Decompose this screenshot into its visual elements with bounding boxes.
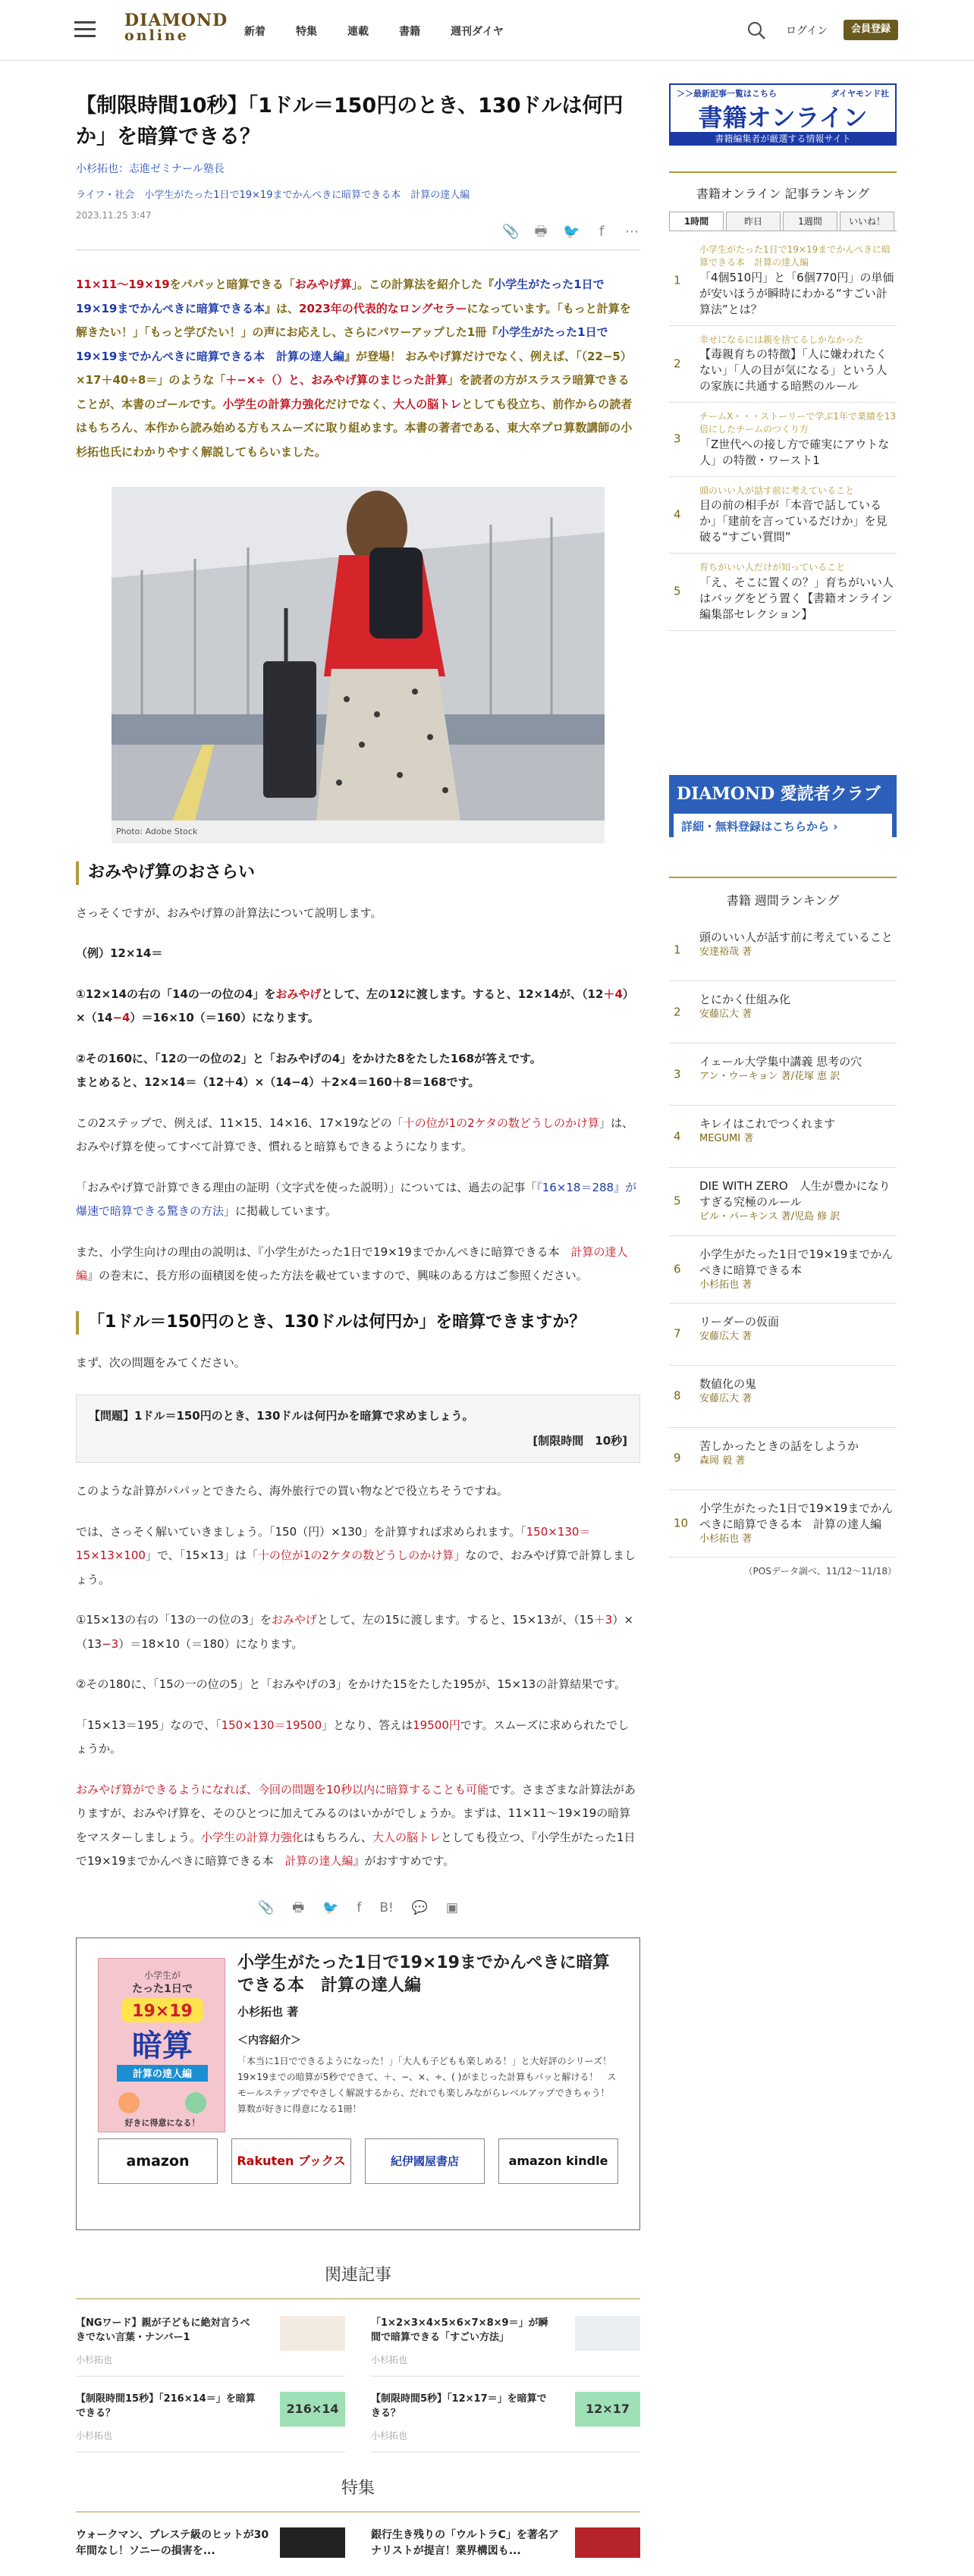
weekly-author: アン・ウーキョン 著/花塚 恵 訳	[699, 1071, 840, 1083]
cover-text: 小学生が	[143, 1970, 181, 1981]
tab-1week[interactable]: 1週間	[783, 212, 837, 231]
weekly-author: 安達裕哉 著	[699, 946, 752, 959]
text: ＋4	[603, 987, 623, 1001]
rank-number: 8	[674, 1388, 681, 1403]
rank-number: 3	[674, 431, 681, 446]
section-heading: 「1ドル＝150円のとき、130ドルは何円か」を暗算できますか？	[76, 1311, 640, 1335]
sidebar	[669, 61, 897, 1580]
paragraph	[76, 1520, 640, 1592]
text: ①12×14の右の「14の一の位の4」を	[76, 987, 276, 1001]
weekly-item[interactable]	[669, 919, 897, 981]
weekly-item[interactable]	[669, 1043, 897, 1106]
banner2-title: DIAMOND 愛読者クラブ	[677, 783, 881, 804]
feature-thumb[interactable]	[575, 2527, 640, 2558]
lead-book-link[interactable]: 小学生がたった1日で19×19までかんぺきに暗算できる本	[76, 278, 605, 315]
weekly-author: 小杉拓也 著	[699, 1533, 752, 1545]
lead-span: 」を読者の方がスラスラ暗算できることが、本書のゴールです。	[76, 373, 630, 411]
text: ①15×13の右の「13の一の位の3」を	[76, 1613, 272, 1627]
related-author: 小杉拓也	[371, 2354, 408, 2365]
related-author: 小杉拓也	[76, 2354, 113, 2365]
feature-grid	[76, 2527, 640, 2558]
weekly-author: 安藤広大 著	[699, 1009, 752, 1021]
weekly-title[interactable]: 頭のいい人が話す前に考えていること	[699, 930, 894, 945]
text: −4	[112, 1011, 130, 1025]
rank-number: 4	[674, 507, 681, 522]
text: としても役立つ、『小学生がたった1日で19×19までかんぺきに暗算できる本	[76, 1830, 636, 1868]
paragraph	[76, 1714, 640, 1762]
lead-span: 』が登場！ おみやげ算だけでなく、例えば、「（22−5）×17＋40÷8＝」のような「	[76, 349, 632, 387]
more-icon[interactable]: ⋯	[625, 224, 639, 240]
cover-text: 19×19	[132, 2002, 193, 2022]
article-photo	[112, 487, 605, 843]
rank-number: 7	[674, 1326, 681, 1341]
text: 十の位が1の2ケタの数どうしのかけ算	[403, 1115, 599, 1130]
clip-icon[interactable]: 📎	[502, 224, 520, 240]
text: おみやげ算ができるようになれば、今回の問題を10秒以内に暗算することも可能	[76, 1782, 489, 1796]
text: 』の巻末に、長方形の面積図を使った方法を載せていますので、興味のある方はご参照ください。	[87, 1269, 588, 1283]
photo-illustration	[112, 487, 605, 843]
lead-span: 2023年の代表的なロングセラー	[299, 301, 467, 315]
book-intro-heading: ＜内容紹介＞	[237, 2034, 301, 2047]
books-online-banner[interactable]	[669, 83, 897, 146]
weekly-title[interactable]: とにかく仕組み化	[699, 993, 791, 1007]
lead-span: 』は、	[265, 301, 300, 315]
article-author[interactable]: 小杉拓也：志進ゼミナール塾長	[76, 163, 225, 175]
text: です。さまざまな計算法がありますが、おみやげ算を、そのひとつに加えてみるのはいかがでしょうか。まずは、11×11～19×19の暗算をマスターしましょう。	[76, 1782, 636, 1844]
related-title[interactable]: 【制限時間5秒】「12×17＝」を暗算できる？	[371, 2392, 547, 2420]
text: ）＝18×10（＝180）になります。	[118, 1636, 303, 1651]
text: として、左の12に渡します。すると、12×14が、（12	[321, 987, 604, 1001]
feature-thumb[interactable]	[280, 2527, 345, 2558]
related-thumb[interactable]	[280, 2316, 345, 2351]
nav-books[interactable]: 書籍	[399, 26, 420, 38]
ranking-item[interactable]	[669, 554, 897, 630]
text: として、左の15に渡します。すると、15×13が、（15	[316, 1613, 594, 1627]
weekly-ranking-list	[669, 919, 897, 1558]
feature-title[interactable]: 銀行生き残りの「ウルトラC」を著名アナリストが提言！業界構図も...	[371, 2528, 559, 2557]
weekly-title[interactable]: リーダーの仮面	[699, 1314, 780, 1329]
paragraph: まず、次の問題をみてください。	[76, 1355, 246, 1370]
past-article-link[interactable]: 『16×18＝288』が爆速で暗算できる驚きの方法	[76, 1180, 637, 1219]
book-intro: 「本当に1日でできるようになった！」「大人も子どもも楽しめる！」と大好評のシリーズ！ 19×19までの暗算が5秒でできて、＋、−、×、÷、( )がまじった計算もパッと解ける！ スモールステップでやさしく解説するから、だれでも楽しみながらレベルアップできちゃう！ 算数が好きに得意になる1冊！	[237, 2055, 621, 2114]
article-date: 2023.11.25 3:47	[76, 209, 152, 221]
weekly-item[interactable]	[669, 981, 897, 1043]
lead-span: になっています。「もっと計算を解きたい！」「もっと学びたい！」の声にお応えし、さらにパワーアップした1冊『	[76, 301, 631, 340]
text: 「15×13＝195」なので、「	[76, 1718, 222, 1732]
ranking-item[interactable]	[669, 236, 897, 326]
related-title[interactable]: 「1×2×3×4×5×6×7×8×9＝」が瞬間で暗算できる「すごい方法」	[371, 2317, 548, 2344]
paragraph	[76, 1778, 640, 1874]
rank-title[interactable]: 「え、そこに置くの？」育ちがいい人はバッグをどう置く【書籍オンライン編集部セレクション】	[699, 575, 894, 621]
lead-book-link[interactable]: 小学生がたった1日で19×19までかんぺきに暗算できる本 計算の達人編	[76, 325, 608, 363]
text: 150×130＝15×13×100	[76, 1524, 591, 1563]
related-grid	[76, 2316, 640, 2452]
ranking-item[interactable]	[669, 403, 897, 477]
twitter-icon[interactable]: 🐦	[322, 1900, 339, 1916]
lead-span: だけでなく、	[325, 397, 394, 411]
print-icon[interactable]: 🖶	[534, 224, 548, 240]
text: また、小学生向けの理由の説明は、『小学生がたった1日で19×19までかんぺきに暗算できる本	[76, 1244, 571, 1259]
book-box	[76, 1937, 640, 2230]
hatena-icon[interactable]: B!	[379, 1900, 394, 1916]
weekly-author: 小杉拓也 著	[699, 1279, 752, 1291]
weekly-title[interactable]: DIE WITH ZERO 人生が豊かになりすぎる究極のルール	[699, 1179, 891, 1210]
weekly-author: 安藤広大 著	[699, 1330, 752, 1342]
paragraph-step2	[76, 1047, 640, 1095]
cover-text: たった1日で	[132, 1983, 193, 1996]
ranking-list	[669, 236, 897, 631]
photo-credit: Photo: Adobe Stock	[112, 820, 605, 843]
ranking-item[interactable]	[669, 326, 897, 403]
logo-line2: online	[124, 27, 189, 44]
ranking-item[interactable]	[669, 477, 897, 554]
text: ＋3	[593, 1613, 613, 1627]
site-logo[interactable]	[124, 12, 228, 43]
rank-kicker: 幸せになるには親を捨てるしかなかった	[699, 334, 864, 345]
related-title[interactable]: 【制限時間15秒】「216×14＝」を暗算できる？	[76, 2392, 256, 2420]
banner-top	[671, 85, 895, 103]
article-title: 【制限時間10秒】「1ドル＝150円のとき、130ドルは何円か」を暗算できる？	[76, 94, 624, 149]
text: 」で、「15×13」は「	[145, 1548, 258, 1563]
weekly-item[interactable]	[669, 1168, 897, 1235]
rank-number: 3	[674, 1067, 681, 1081]
lead-span: 」。この計算法を紹介した『	[351, 278, 495, 292]
rank-number: 5	[674, 1194, 681, 1208]
text: ）×（14	[76, 987, 634, 1025]
weekly-author: 森岡 毅 著	[699, 1454, 746, 1467]
nav-new[interactable]: 新着	[244, 26, 265, 38]
text: この2ステップで、例えば、11×15、14×16、17×19などの「	[76, 1115, 404, 1130]
tab-yesterday[interactable]: 昨日	[726, 212, 781, 231]
rank-title[interactable]: 「Z世代への接し方で確実にアウトな人」の特徴・ワースト1	[699, 437, 890, 467]
rank-title[interactable]: 【毒親育ちの特徴】「人に嫌われたくない」「人の目が気になる」という人の家族に共通する暗黙のルール	[699, 347, 888, 393]
buy-kindle-button[interactable]: amazon kindle	[498, 2138, 618, 2184]
feature-item[interactable]	[76, 2527, 345, 2558]
twitter-icon[interactable]: 🐦	[563, 224, 580, 240]
related-title[interactable]: 【NGワード】親が子どもに絶対言うべきでない言葉・ナンバー1	[76, 2317, 250, 2344]
rank-title[interactable]: 目の前の相手が「本音で話しているか」「建前を言っているだけか」を見破る“すごい質問”	[699, 498, 888, 544]
share-toolbar	[76, 221, 640, 243]
problem-box	[76, 1395, 640, 1463]
related-item[interactable]	[76, 2316, 345, 2377]
text: 「おみやげ算で計算できる理由の証明（文字式を使った説明）」については、過去の記事「	[76, 1180, 537, 1194]
clip-icon[interactable]: 📎	[257, 1900, 275, 1916]
text: 」に掲載しています。	[224, 1204, 337, 1219]
text: おみやげ	[271, 1613, 317, 1627]
problem-text: 【問題】1ドル＝150円のとき、130ドルは何円かを暗算で求めましょう。	[89, 1409, 474, 1423]
related-item[interactable]	[76, 2392, 345, 2452]
main-nav	[244, 23, 504, 42]
feature-title[interactable]: ウォークマン、プレステ級のヒットが30年間なし！ソニーの損害を...	[76, 2528, 269, 2557]
buy-kinokuniya-button[interactable]: 紀伊國屋書店	[365, 2138, 485, 2184]
rank-number: 2	[674, 1005, 681, 1019]
nav-series[interactable]: 連載	[347, 26, 369, 38]
lead-span: 小学生の計算力強化	[222, 397, 325, 411]
text: 計算の達人編	[76, 1244, 628, 1283]
rank-kicker: 育ちがいい人だけが知っていること	[699, 562, 846, 573]
share-toolbar-bottom	[76, 1897, 640, 1920]
book-cover[interactable]	[98, 1958, 225, 2132]
tab-1hour[interactable]: 1時間	[669, 212, 724, 231]
nav-feature[interactable]: 特集	[296, 26, 317, 38]
rank-number: 2	[674, 356, 681, 371]
weekly-title[interactable]: キレイはこれでつくれます	[699, 1117, 836, 1131]
rank-number: 10	[674, 1516, 689, 1530]
register-button[interactable]: 会員登録	[844, 20, 898, 40]
text: まとめると、12×14＝（12＋4）×（14−4）＋2×4＝160＋8＝168です。	[76, 1075, 480, 1090]
buy-buttons	[98, 2138, 618, 2184]
divider	[76, 249, 640, 250]
weekly-item[interactable]	[669, 1304, 897, 1366]
text: 」は、おみやげ算を使ってすべて計算でき、慣れると暗算もできるようになります。	[76, 1115, 633, 1154]
facebook-icon[interactable]: f	[599, 224, 605, 240]
rank-number: 9	[674, 1451, 681, 1465]
tab-likes[interactable]: いいね！	[840, 212, 894, 231]
rank-number: 5	[674, 584, 681, 598]
paragraph	[76, 1176, 640, 1224]
text: 計算の達人編	[284, 1854, 353, 1868]
text: 150×130＝19500	[221, 1718, 322, 1732]
feature-heading: 特集	[341, 2478, 375, 2498]
text: はもちろん、	[303, 1830, 372, 1844]
weekly-author: 安藤広大 著	[699, 1392, 752, 1404]
rank-title[interactable]: 「4個510円」と「6個770円」の単価が安いほうが瞬時にわかる“すごい計算法”とは？	[699, 270, 894, 316]
weekly-title[interactable]: 苦しかったときの話をしようか	[699, 1439, 859, 1453]
rank-number: 6	[674, 1262, 681, 1276]
paragraph	[76, 1112, 640, 1159]
paragraph	[76, 1608, 640, 1656]
text: 小学生の計算力強化	[201, 1830, 304, 1844]
weekly-title[interactable]: 小学生がたった1日で19×19までかんぺきに暗算できる本 計算の達人編	[699, 1501, 894, 1531]
text: です。スムーズに求められたでしょうか。	[76, 1718, 630, 1756]
cover-text: 計算の達人編	[132, 2069, 193, 2081]
weekly-title[interactable]: 小学生がたった1日で19×19までかんぺきに暗算できる本	[699, 1247, 894, 1277]
text: 」となり、答えは	[322, 1718, 413, 1732]
lead-span: としても役立ち、前作からの読者はもちろん、本作から読み始める方もスムーズに取り組めます。本書の著者である、東大卒プロ算数講師の小杉拓也氏にわかりやすく解説してもらいました。	[76, 397, 633, 459]
paragraph: このような計算がパパッとできたら、海外旅行での買い物などで役立ちそうですね。	[76, 1484, 509, 1498]
divider	[76, 2298, 640, 2299]
weekly-item[interactable]	[669, 1366, 897, 1428]
paragraph: さっそくですが、おみやげ算の計算法について説明します。	[76, 905, 382, 920]
paragraph	[76, 1241, 640, 1288]
login-link[interactable]: ログイン	[786, 25, 828, 37]
rank-kicker: 頭のいい人が話す前に考えていること	[699, 485, 855, 496]
feature-item[interactable]	[371, 2527, 640, 2558]
text: 大人の脳トレ	[372, 1830, 441, 1844]
lead-span: 11×11～19×19	[76, 278, 170, 292]
rank-kicker: 小学生がたった1日で19×19までかんぺきに暗算できる本 計算の達人編	[699, 243, 891, 268]
related-author: 小杉拓也	[371, 2430, 408, 2441]
readers-club-banner[interactable]	[669, 775, 897, 837]
paragraph-step1	[76, 983, 640, 1031]
menu-icon[interactable]	[74, 21, 96, 38]
lead-span: おみやげ算	[294, 278, 352, 292]
weekly-note: （POSデータ調べ、11/12〜11/18）	[743, 1565, 897, 1577]
related-heading: 関連記事	[324, 2266, 391, 2286]
weekly-ranking-heading: 書籍 週間ランキング	[669, 877, 897, 912]
lead-span: をパパッと暗算できる「	[169, 278, 295, 292]
text: おみやげ	[275, 987, 322, 1001]
ranking-tabs	[669, 212, 897, 231]
weekly-item[interactable]	[669, 1428, 897, 1490]
banner-subtitle: 書籍編集者が厳選する情報サイト	[671, 132, 895, 146]
banner-publisher: ダイヤモンド社	[831, 89, 889, 99]
site-header	[0, 0, 974, 61]
banner-title: 書籍オンライン	[698, 102, 868, 132]
banner2-subtitle: 詳細・無料登録はこちらから ›	[674, 814, 892, 840]
book-title[interactable]: 小学生がたった1日で19×19までかんぺきに暗算できる本 計算の達人編	[237, 1953, 610, 1996]
related-thumb[interactable]: 12×17	[575, 2392, 640, 2427]
weekly-item[interactable]	[669, 1236, 897, 1304]
logo-line1: DIAMOND	[124, 11, 228, 30]
text: 」なので、おみやげ算で計算しましょう。	[76, 1548, 636, 1586]
weekly-title[interactable]: 数値化の鬼	[699, 1376, 757, 1391]
weekly-title[interactable]: イェール大学集中講義 思考の穴	[699, 1055, 862, 1069]
rank-number: 4	[674, 1129, 681, 1144]
lead-span: ＋−×÷（）と、おみやげ算のまじった計算	[225, 373, 448, 387]
weekly-item[interactable]	[669, 1490, 897, 1558]
related-thumb[interactable]: 216×14	[280, 2392, 345, 2427]
weekly-item[interactable]	[669, 1106, 897, 1168]
text: ）＝16×10（＝160）になります。	[130, 1011, 319, 1025]
cover-text: 暗算	[132, 2028, 193, 2064]
weekly-author: MEGUMI 著	[699, 1133, 754, 1145]
search-icon[interactable]	[746, 20, 766, 40]
related-author: 小杉拓也	[76, 2430, 113, 2441]
paragraph: ②その180に、「15の一の位の5」と「おみやげの3」をかけた15をたした195が、15×13の計算結果です。	[76, 1677, 627, 1692]
text: では、さっそく解いていきましょう。「150（円）×130」を計算すれば求められます。「	[76, 1524, 526, 1539]
text: 』がおすすめです。	[353, 1854, 455, 1868]
problem-limit: [制限時間 10秒]	[533, 1434, 627, 1448]
cover-text: 好きに得意になる！	[124, 2118, 200, 2129]
lead-span: 大人の脳トレ	[393, 397, 462, 411]
text: −3	[102, 1636, 119, 1651]
pocket-icon[interactable]: ▣	[446, 1900, 459, 1916]
article-categories[interactable]: ライフ・社会 小学生がたった1日で19×19までかんぺきに暗算できる本 計算の達人編	[76, 190, 470, 202]
buy-rakuten-button[interactable]: Rakuten ブックス	[231, 2138, 351, 2184]
line-icon[interactable]: 💬	[411, 1900, 428, 1916]
ranking-heading: 書籍オンライン 記事ランキング	[669, 171, 897, 206]
related-thumb[interactable]	[575, 2316, 640, 2351]
text: ）×（13	[76, 1613, 633, 1651]
article-column	[76, 61, 640, 2558]
related-item[interactable]	[371, 2392, 640, 2452]
banner-link-text: ＞＞最新記事一覧はこちら	[677, 89, 777, 99]
print-icon[interactable]: 🖶	[292, 1900, 305, 1916]
text: ②その160に、「12の一の位の2」と「おみやげの4」をかけた8をたした168が答えです。	[76, 1051, 542, 1065]
book-author: 小杉拓也 著	[237, 2004, 299, 2019]
book-info	[237, 1952, 621, 2117]
related-item[interactable]	[371, 2316, 640, 2377]
rank-number: 1	[674, 943, 681, 957]
text: 十の位が1の2ケタの数どうしのかけ算	[257, 1548, 454, 1563]
rank-kicker: チームX・・・ストーリーで学ぶ1年で業績を13倍にしたチームのつくり方	[699, 410, 897, 435]
rank-number: 1	[674, 273, 681, 287]
nav-weekly[interactable]: 週刊ダイヤ	[451, 26, 504, 38]
text: 19500円	[413, 1718, 460, 1732]
weekly-author: ビル・パーキンス 著/児島 修 訳	[699, 1211, 840, 1223]
buy-amazon-button[interactable]: amazon	[98, 2138, 218, 2184]
article-lead	[76, 273, 640, 464]
facebook-icon[interactable]: f	[357, 1900, 362, 1916]
paragraph-example: （例）12×14＝	[76, 946, 163, 961]
section-heading: おみやげ算のおさらい	[76, 861, 640, 885]
book-cover-art	[99, 1959, 225, 2132]
